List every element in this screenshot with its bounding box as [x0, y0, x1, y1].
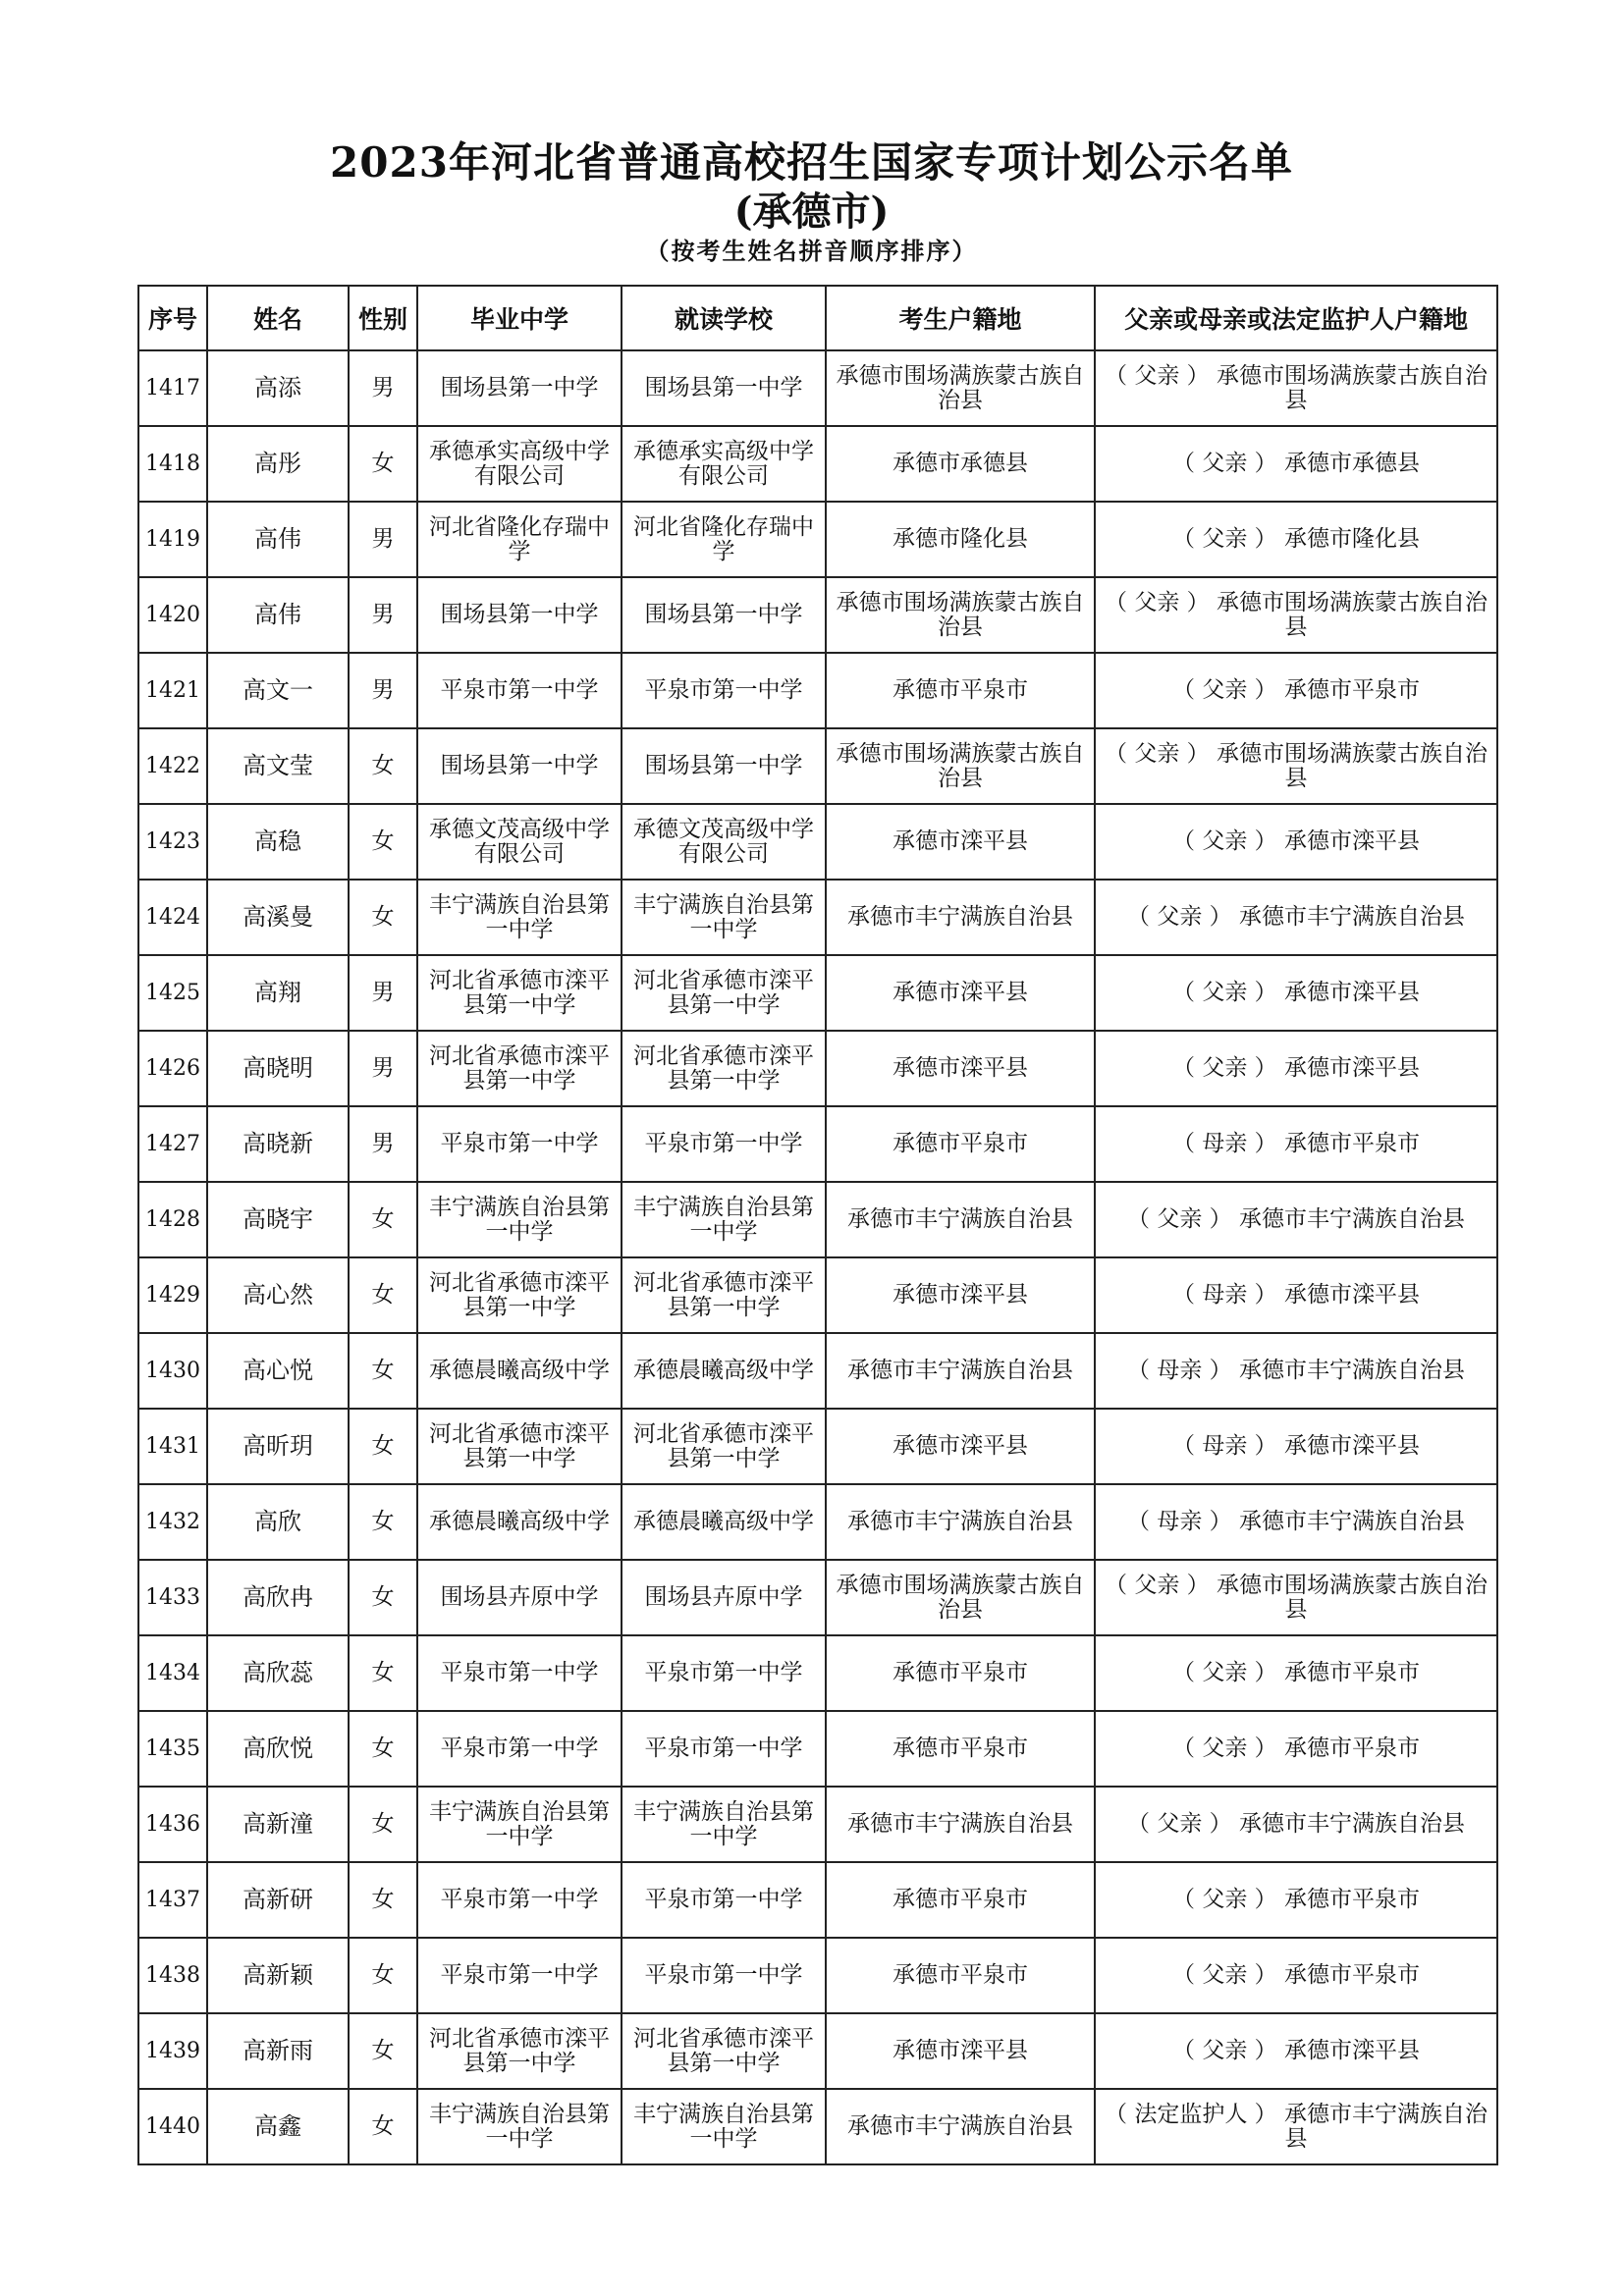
cell-grad-school: 平泉市第一中学: [417, 1106, 622, 1182]
cell-study-school: 丰宁满族自治县第一中学: [622, 880, 826, 955]
cell-seq: 1433: [138, 1560, 207, 1635]
cell-gender: 女: [349, 426, 417, 502]
cell-study-school: 河北省承德市滦平县第一中学: [622, 955, 826, 1031]
cell-gender: 男: [349, 577, 417, 653]
cell-residence: 承德市丰宁满族自治县: [826, 1484, 1095, 1560]
table-row: [138, 1409, 1497, 1484]
cell-gender: 男: [349, 955, 417, 1031]
cell-name: 高文莹: [207, 728, 349, 804]
cell-grad-school: 平泉市第一中学: [417, 1711, 622, 1787]
cell-seq: 1421: [138, 653, 207, 728]
cell-grad-school: 河北省承德市滦平县第一中学: [417, 1409, 622, 1484]
cell-gender: 女: [349, 1938, 417, 2013]
cell-grad-school: 河北省承德市滦平县第一中学: [417, 955, 622, 1031]
cell-name: 高稳: [207, 804, 349, 880]
cell-gender: 女: [349, 1333, 417, 1409]
cell-name: 高欣冉: [207, 1560, 349, 1635]
cell-guardian-residence: （ 父亲 ） 承德市滦平县: [1095, 804, 1497, 880]
header-name: 姓名: [207, 286, 349, 350]
cell-name: 高晓宇: [207, 1182, 349, 1257]
cell-seq: 1428: [138, 1182, 207, 1257]
cell-name: 高欣悦: [207, 1711, 349, 1787]
cell-guardian-residence: （ 父亲 ） 承德市隆化县: [1095, 502, 1497, 577]
cell-grad-school: 围场县第一中学: [417, 350, 622, 426]
cell-study-school: 丰宁满族自治县第一中学: [622, 1787, 826, 1862]
cell-name: 高伟: [207, 577, 349, 653]
cell-seq: 1426: [138, 1031, 207, 1106]
cell-grad-school: 围场县第一中学: [417, 728, 622, 804]
cell-residence: 承德市丰宁满族自治县: [826, 1787, 1095, 1862]
cell-seq: 1417: [138, 350, 207, 426]
header-study-school: 就读学校: [622, 286, 826, 350]
cell-gender: 男: [349, 653, 417, 728]
cell-study-school: 河北省承德市滦平县第一中学: [622, 1031, 826, 1106]
cell-study-school: 丰宁满族自治县第一中学: [622, 1182, 826, 1257]
cell-name: 高新潼: [207, 1787, 349, 1862]
cell-residence: 承德市丰宁满族自治县: [826, 1333, 1095, 1409]
cell-name: 高欣: [207, 1484, 349, 1560]
cell-guardian-residence: （ 父亲 ） 承德市围场满族蒙古族自治县: [1095, 350, 1497, 426]
table-row: [138, 1031, 1497, 1106]
cell-guardian-residence: （ 父亲 ） 承德市平泉市: [1095, 1635, 1497, 1711]
roster-table: [137, 285, 1498, 2165]
table-row: [138, 350, 1497, 426]
cell-guardian-residence: （ 父亲 ） 承德市滦平县: [1095, 955, 1497, 1031]
cell-study-school: 承德文茂高级中学有限公司: [622, 804, 826, 880]
cell-residence: 承德市丰宁满族自治县: [826, 2089, 1095, 2164]
cell-name: 高彤: [207, 426, 349, 502]
cell-grad-school: 河北省承德市滦平县第一中学: [417, 1257, 622, 1333]
cell-study-school: 平泉市第一中学: [622, 1711, 826, 1787]
cell-seq: 1437: [138, 1862, 207, 1938]
cell-study-school: 平泉市第一中学: [622, 1938, 826, 2013]
cell-seq: 1427: [138, 1106, 207, 1182]
cell-name: 高新研: [207, 1862, 349, 1938]
cell-residence: 承德市平泉市: [826, 1938, 1095, 2013]
header-gender: 性别: [349, 286, 417, 350]
header-seq: 序号: [138, 286, 207, 350]
cell-seq: 1431: [138, 1409, 207, 1484]
cell-name: 高文一: [207, 653, 349, 728]
cell-gender: 男: [349, 350, 417, 426]
cell-grad-school: 承德文茂高级中学有限公司: [417, 804, 622, 880]
cell-seq: 1422: [138, 728, 207, 804]
cell-residence: 承德市滦平县: [826, 955, 1095, 1031]
cell-guardian-residence: （ 母亲 ） 承德市平泉市: [1095, 1106, 1497, 1182]
table-row: [138, 426, 1497, 502]
cell-study-school: 承德承实高级中学有限公司: [622, 426, 826, 502]
cell-residence: 承德市平泉市: [826, 1711, 1095, 1787]
cell-residence: 承德市围场满族蒙古族自治县: [826, 577, 1095, 653]
cell-seq: 1434: [138, 1635, 207, 1711]
cell-name: 高溪曼: [207, 880, 349, 955]
cell-study-school: 围场县第一中学: [622, 350, 826, 426]
cell-grad-school: 河北省隆化存瑞中学: [417, 502, 622, 577]
table-row: [138, 1257, 1497, 1333]
cell-study-school: 河北省承德市滦平县第一中学: [622, 2013, 826, 2089]
cell-gender: 女: [349, 1409, 417, 1484]
cell-seq: 1423: [138, 804, 207, 880]
cell-guardian-residence: （ 母亲 ） 承德市丰宁满族自治县: [1095, 1333, 1497, 1409]
cell-seq: 1436: [138, 1787, 207, 1862]
cell-gender: 女: [349, 2089, 417, 2164]
cell-study-school: 围场县卉原中学: [622, 1560, 826, 1635]
table-row: [138, 804, 1497, 880]
cell-seq: 1432: [138, 1484, 207, 1560]
cell-guardian-residence: （ 父亲 ） 承德市平泉市: [1095, 1711, 1497, 1787]
cell-grad-school: 承德承实高级中学有限公司: [417, 426, 622, 502]
table-row: [138, 955, 1497, 1031]
table-row: [138, 653, 1497, 728]
cell-gender: 男: [349, 1106, 417, 1182]
cell-study-school: 围场县第一中学: [622, 577, 826, 653]
cell-guardian-residence: （ 父亲 ） 承德市围场满族蒙古族自治县: [1095, 728, 1497, 804]
cell-study-school: 承德晨曦高级中学: [622, 1484, 826, 1560]
cell-name: 高心然: [207, 1257, 349, 1333]
page-title: 2023年河北省普通高校招生国家专项计划公示名单: [330, 138, 1293, 187]
table-row: [138, 2013, 1497, 2089]
cell-grad-school: 围场县卉原中学: [417, 1560, 622, 1635]
cell-residence: 承德市平泉市: [826, 1106, 1095, 1182]
cell-name: 高新雨: [207, 2013, 349, 2089]
cell-grad-school: 河北省承德市滦平县第一中学: [417, 1031, 622, 1106]
cell-study-school: 河北省承德市滦平县第一中学: [622, 1257, 826, 1333]
cell-grad-school: 承德晨曦高级中学: [417, 1333, 622, 1409]
cell-grad-school: 丰宁满族自治县第一中学: [417, 2089, 622, 2164]
header-residence: 考生户籍地: [826, 286, 1095, 350]
cell-grad-school: 河北省承德市滦平县第一中学: [417, 2013, 622, 2089]
table-row: [138, 1560, 1497, 1635]
table-row: [138, 1484, 1497, 1560]
cell-gender: 女: [349, 1787, 417, 1862]
cell-gender: 女: [349, 1711, 417, 1787]
cell-seq: 1420: [138, 577, 207, 653]
cell-guardian-residence: （ 母亲 ） 承德市滦平县: [1095, 1409, 1497, 1484]
cell-guardian-residence: （ 母亲 ） 承德市丰宁满族自治县: [1095, 1484, 1497, 1560]
cell-study-school: 平泉市第一中学: [622, 1106, 826, 1182]
cell-residence: 承德市滦平县: [826, 1257, 1095, 1333]
cell-seq: 1419: [138, 502, 207, 577]
cell-name: 高晓新: [207, 1106, 349, 1182]
cell-gender: 女: [349, 804, 417, 880]
cell-name: 高昕玥: [207, 1409, 349, 1484]
cell-gender: 女: [349, 1182, 417, 1257]
cell-seq: 1440: [138, 2089, 207, 2164]
cell-gender: 女: [349, 1484, 417, 1560]
table-row: [138, 1333, 1497, 1409]
cell-residence: 承德市丰宁满族自治县: [826, 1182, 1095, 1257]
cell-study-school: 河北省隆化存瑞中学: [622, 502, 826, 577]
cell-residence: 承德市平泉市: [826, 1862, 1095, 1938]
cell-guardian-residence: （ 母亲 ） 承德市滦平县: [1095, 1257, 1497, 1333]
cell-residence: 承德市隆化县: [826, 502, 1095, 577]
cell-guardian-residence: （ 父亲 ） 承德市围场满族蒙古族自治县: [1095, 577, 1497, 653]
cell-study-school: 围场县第一中学: [622, 728, 826, 804]
cell-gender: 女: [349, 1257, 417, 1333]
table-row: [138, 1938, 1497, 2013]
cell-grad-school: 丰宁满族自治县第一中学: [417, 880, 622, 955]
cell-residence: 承德市围场满族蒙古族自治县: [826, 1560, 1095, 1635]
cell-study-school: 平泉市第一中学: [622, 1635, 826, 1711]
table-row: [138, 880, 1497, 955]
cell-guardian-residence: （ 父亲 ） 承德市平泉市: [1095, 1938, 1497, 2013]
cell-seq: 1424: [138, 880, 207, 955]
table-row: [138, 577, 1497, 653]
cell-seq: 1425: [138, 955, 207, 1031]
cell-gender: 女: [349, 880, 417, 955]
cell-grad-school: 平泉市第一中学: [417, 1635, 622, 1711]
cell-seq: 1429: [138, 1257, 207, 1333]
cell-grad-school: 承德晨曦高级中学: [417, 1484, 622, 1560]
cell-seq: 1438: [138, 1938, 207, 2013]
sort-note: （按考生姓名拼音顺序排序）: [645, 237, 978, 265]
page-subtitle: (承德市): [733, 188, 890, 235]
cell-residence: 承德市承德县: [826, 426, 1095, 502]
cell-name: 高心悦: [207, 1333, 349, 1409]
cell-study-school: 平泉市第一中学: [622, 653, 826, 728]
cell-seq: 1418: [138, 426, 207, 502]
cell-guardian-residence: （ 父亲 ） 承德市平泉市: [1095, 653, 1497, 728]
cell-gender: 男: [349, 1031, 417, 1106]
table-row: [138, 1106, 1497, 1182]
cell-name: 高新颖: [207, 1938, 349, 2013]
table-row: [138, 728, 1497, 804]
cell-residence: 承德市滦平县: [826, 804, 1095, 880]
cell-name: 高翔: [207, 955, 349, 1031]
table-row: [138, 1787, 1497, 1862]
cell-seq: 1435: [138, 1711, 207, 1787]
header-guardian-residence: 父亲或母亲或法定监护人户籍地: [1095, 286, 1497, 350]
cell-name: 高鑫: [207, 2089, 349, 2164]
cell-residence: 承德市滦平县: [826, 1409, 1095, 1484]
cell-guardian-residence: （ 父亲 ） 承德市滦平县: [1095, 2013, 1497, 2089]
table-row: [138, 1711, 1497, 1787]
cell-seq: 1439: [138, 2013, 207, 2089]
cell-residence: 承德市围场满族蒙古族自治县: [826, 728, 1095, 804]
cell-residence: 承德市平泉市: [826, 1635, 1095, 1711]
cell-study-school: 丰宁满族自治县第一中学: [622, 2089, 826, 2164]
cell-residence: 承德市滦平县: [826, 1031, 1095, 1106]
cell-grad-school: 平泉市第一中学: [417, 1938, 622, 2013]
table-row: [138, 2089, 1497, 2164]
cell-gender: 女: [349, 2013, 417, 2089]
cell-name: 高晓明: [207, 1031, 349, 1106]
cell-name: 高添: [207, 350, 349, 426]
cell-guardian-residence: （ 父亲 ） 承德市丰宁满族自治县: [1095, 1182, 1497, 1257]
cell-gender: 女: [349, 1635, 417, 1711]
cell-study-school: 承德晨曦高级中学: [622, 1333, 826, 1409]
cell-gender: 女: [349, 1560, 417, 1635]
cell-grad-school: 丰宁满族自治县第一中学: [417, 1182, 622, 1257]
cell-gender: 女: [349, 728, 417, 804]
cell-residence: 承德市围场满族蒙古族自治县: [826, 350, 1095, 426]
header-row: [138, 286, 1497, 350]
cell-guardian-residence: （ 父亲 ） 承德市丰宁满族自治县: [1095, 880, 1497, 955]
cell-gender: 男: [349, 502, 417, 577]
cell-residence: 承德市平泉市: [826, 653, 1095, 728]
cell-guardian-residence: （ 父亲 ） 承德市丰宁满族自治县: [1095, 1787, 1497, 1862]
cell-residence: 承德市滦平县: [826, 2013, 1095, 2089]
table-row: [138, 1635, 1497, 1711]
cell-residence: 承德市丰宁满族自治县: [826, 880, 1095, 955]
cell-grad-school: 平泉市第一中学: [417, 1862, 622, 1938]
cell-gender: 女: [349, 1862, 417, 1938]
table-row: [138, 1862, 1497, 1938]
cell-seq: 1430: [138, 1333, 207, 1409]
cell-grad-school: 平泉市第一中学: [417, 653, 622, 728]
cell-guardian-residence: （ 父亲 ） 承德市围场满族蒙古族自治县: [1095, 1560, 1497, 1635]
table-row: [138, 502, 1497, 577]
cell-name: 高欣蕊: [207, 1635, 349, 1711]
cell-grad-school: 围场县第一中学: [417, 577, 622, 653]
cell-study-school: 河北省承德市滦平县第一中学: [622, 1409, 826, 1484]
table-row: [138, 1182, 1497, 1257]
cell-guardian-residence: （ 父亲 ） 承德市平泉市: [1095, 1862, 1497, 1938]
cell-study-school: 平泉市第一中学: [622, 1862, 826, 1938]
cell-guardian-residence: （ 法定监护人 ） 承德市丰宁满族自治县: [1095, 2089, 1497, 2164]
cell-grad-school: 丰宁满族自治县第一中学: [417, 1787, 622, 1862]
cell-guardian-residence: （ 父亲 ） 承德市承德县: [1095, 426, 1497, 502]
header-grad-school: 毕业中学: [417, 286, 622, 350]
cell-guardian-residence: （ 父亲 ） 承德市滦平县: [1095, 1031, 1497, 1106]
cell-name: 高伟: [207, 502, 349, 577]
